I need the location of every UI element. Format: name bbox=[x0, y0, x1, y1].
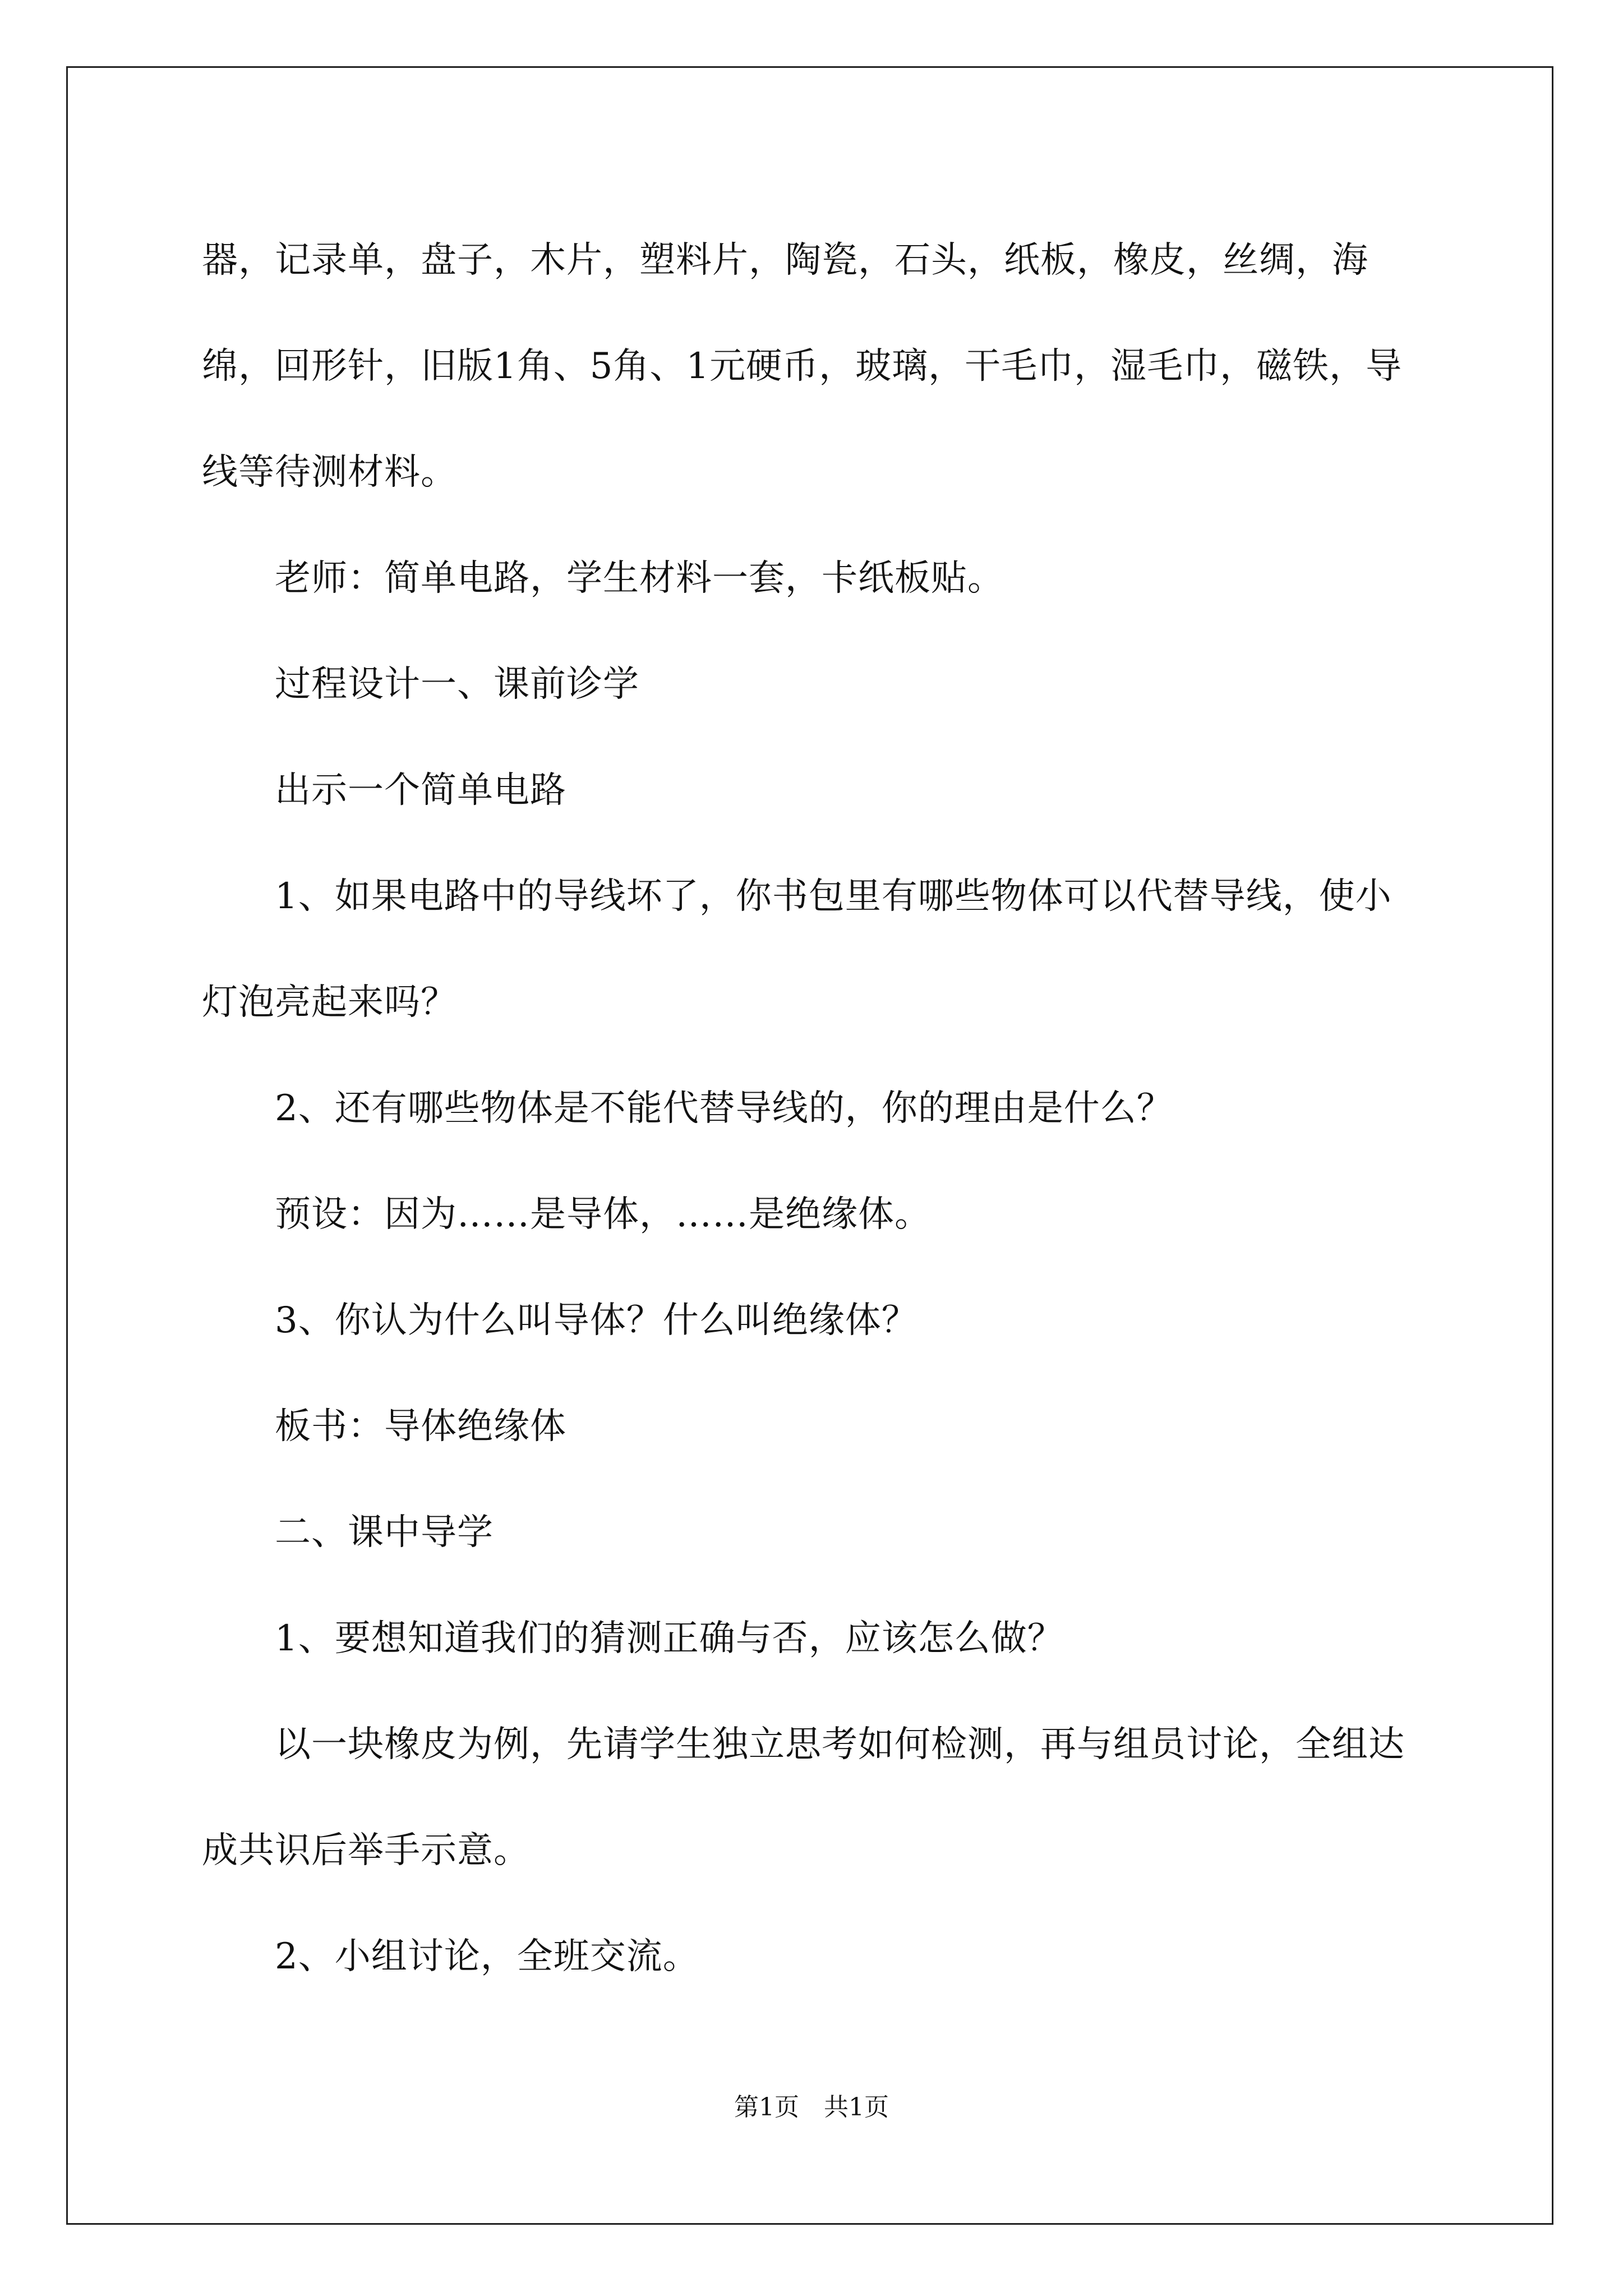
paragraph-question-3: 3、你认为什么叫导体？什么叫绝缘体？ bbox=[275, 1300, 918, 1341]
paragraph-question-2: 2、还有哪些物体是不能代替导线的，你的理由是什么？ bbox=[275, 1088, 1173, 1129]
page-footer: 第1页 共1页 bbox=[734, 2093, 889, 2122]
paragraph-board-writing: 板书：导体绝缘体 bbox=[275, 1406, 566, 1447]
paragraph-step-2: 2、小组讨论，全班交流。 bbox=[275, 1936, 699, 1977]
document-body bbox=[202, 208, 1424, 2010]
paragraph-step-1: 1、要想知道我们的猜测正确与否，应该怎么做？ bbox=[275, 1618, 1064, 1659]
paragraph-section-2: 二、课中导学 bbox=[275, 1512, 494, 1553]
paragraph-question-1: 1、如果电路中的导线坏了，你书包里有哪些物体可以代替导线，使小灯泡亮起来吗？ bbox=[202, 876, 1392, 1023]
paragraph-teacher: 老师：简单电路，学生材料一套，卡纸板贴。 bbox=[275, 558, 1004, 599]
paragraph-show-circuit: 出示一个简单电路 bbox=[275, 770, 566, 811]
paragraph-eraser-example: 以一块橡皮为例，先请学生独立思考如何检测，再与组员讨论，全组达成共识后举手示意。 bbox=[202, 1724, 1405, 1871]
paragraph-presumption: 预设：因为……是导体，……是绝缘体。 bbox=[275, 1194, 931, 1235]
paragraph-materials: 器，记录单，盘子，木片，塑料片，陶瓷，石头，纸板，橡皮，丝绸，海绵，回形针，旧版1角、5角、1元硬币，玻璃，干毛巾，湿毛巾，磁铁，导线等待测材料。 bbox=[202, 240, 1403, 493]
paragraph-process-design: 过程设计一、课前诊学 bbox=[275, 664, 639, 705]
